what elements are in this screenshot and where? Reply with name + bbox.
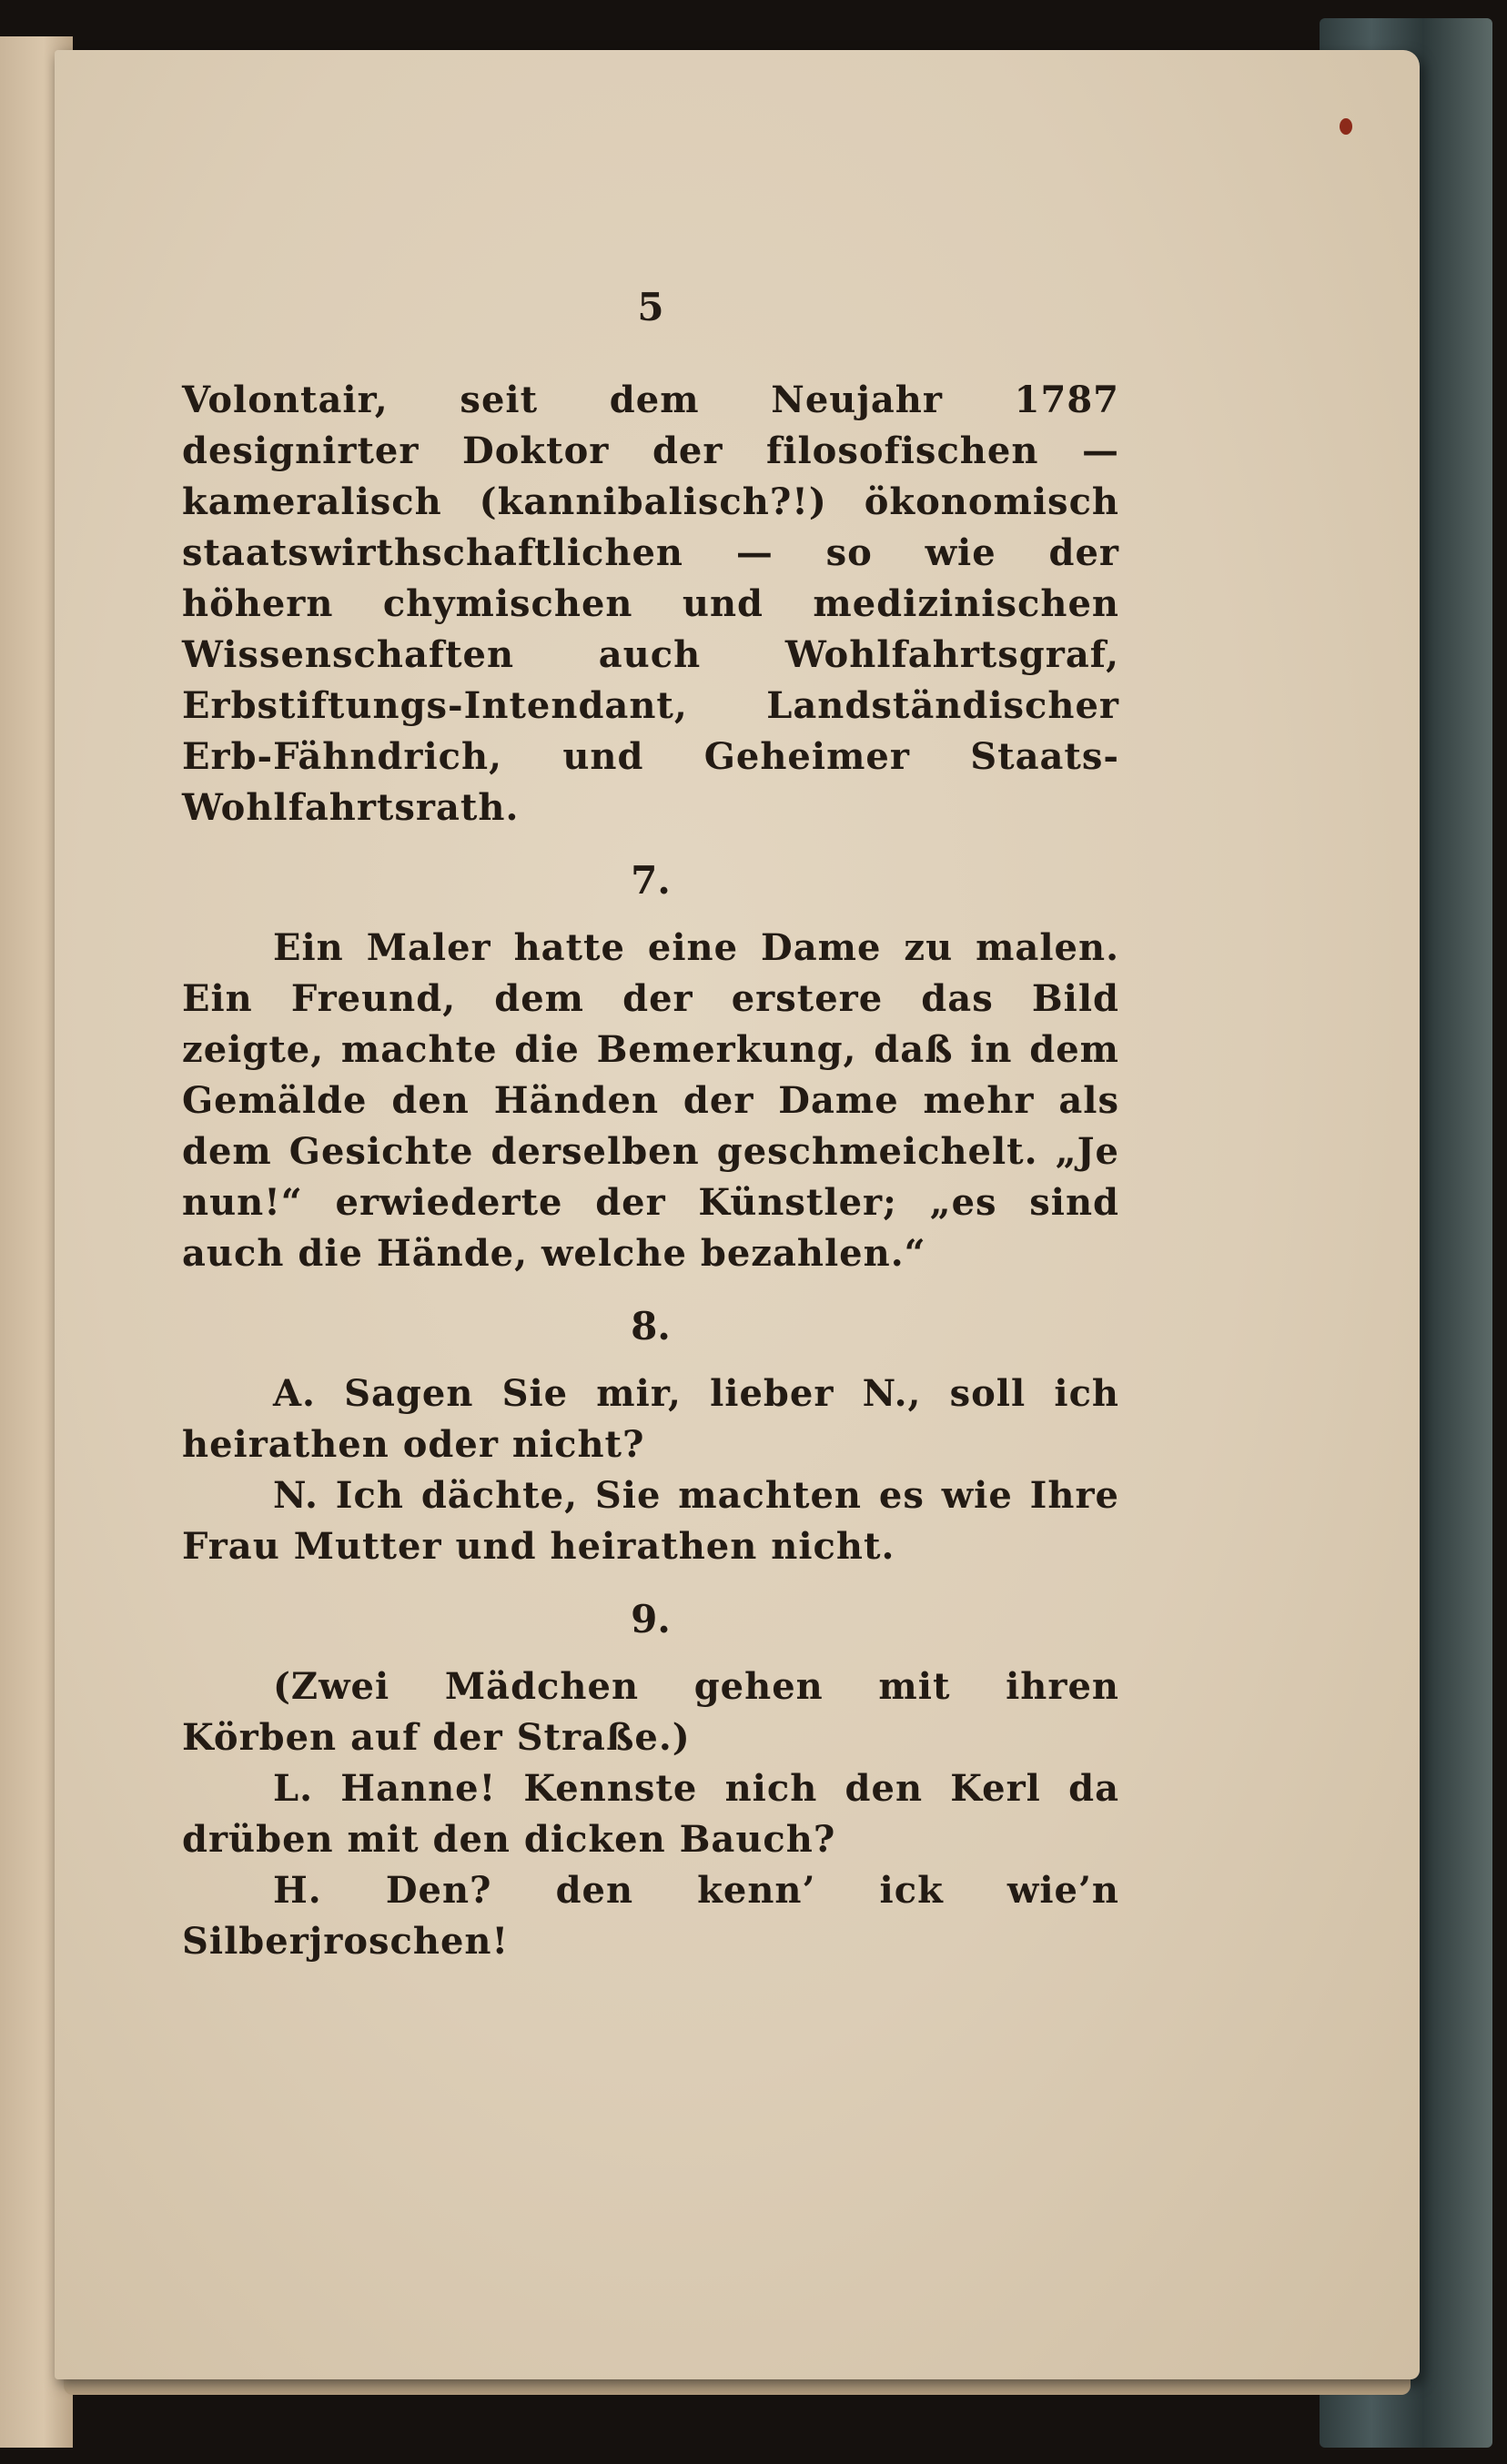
ink-blot <box>1340 118 1352 135</box>
section-number-9: 9. <box>631 1597 671 1641</box>
dialogue-8-line-n: N. Ich dächte, Sie machten es wie Ihre Frau Mutter und heirathen nicht. <box>182 1474 1119 1568</box>
section-number-7: 7. <box>631 858 671 903</box>
dialogue-9-stage-direction: (Zwei Mädchen gehen mit ihren Körben auf der Straße.) <box>182 1665 1119 1759</box>
page-number: 5 <box>637 285 664 329</box>
dialogue-8-line-a: A. Sagen Sie mir, lieber N., soll ich heirathen oder nicht? <box>182 1372 1119 1466</box>
anecdote-7-paragraph: Ein Maler hatte eine Dame zu malen. Ein Freund, dem der erstere das Bild zeigte, machte die Bemerkung, daß in dem Gemälde den Händen der Dame mehr als dem Gesichte derselben geschmeichelt. „Je nun!“ erwiederte der Künstler; „es sind auch die Hände, welche bezahlen.“ <box>182 926 1119 1275</box>
intro-paragraph: Volontair, seit dem Neujahr 1787 designirter Doktor der filosofischen — kameralisch (kannibalisch?!) ökonomisch staatswirthschaftlichen — so wie der höhern chymischen und medizinischen Wissenschaften auch Wohlfahrtsgraf, Erbstiftungs-Intendant, Landständischer Erb-Fähndrich, und Geheimer Staats-Wohlfahrtsrath. <box>182 379 1119 829</box>
page-text <box>182 282 1119 1967</box>
section-number-8: 8. <box>631 1304 671 1348</box>
dialogue-9-line-l: L. Hanne! Kennste nich den Kerl da drüben mit den dicken Bauch? <box>182 1767 1119 1861</box>
dialogue-9-line-h: H. Den? den kenn’ ick wie’n Silberjroschen! <box>182 1869 1119 1963</box>
